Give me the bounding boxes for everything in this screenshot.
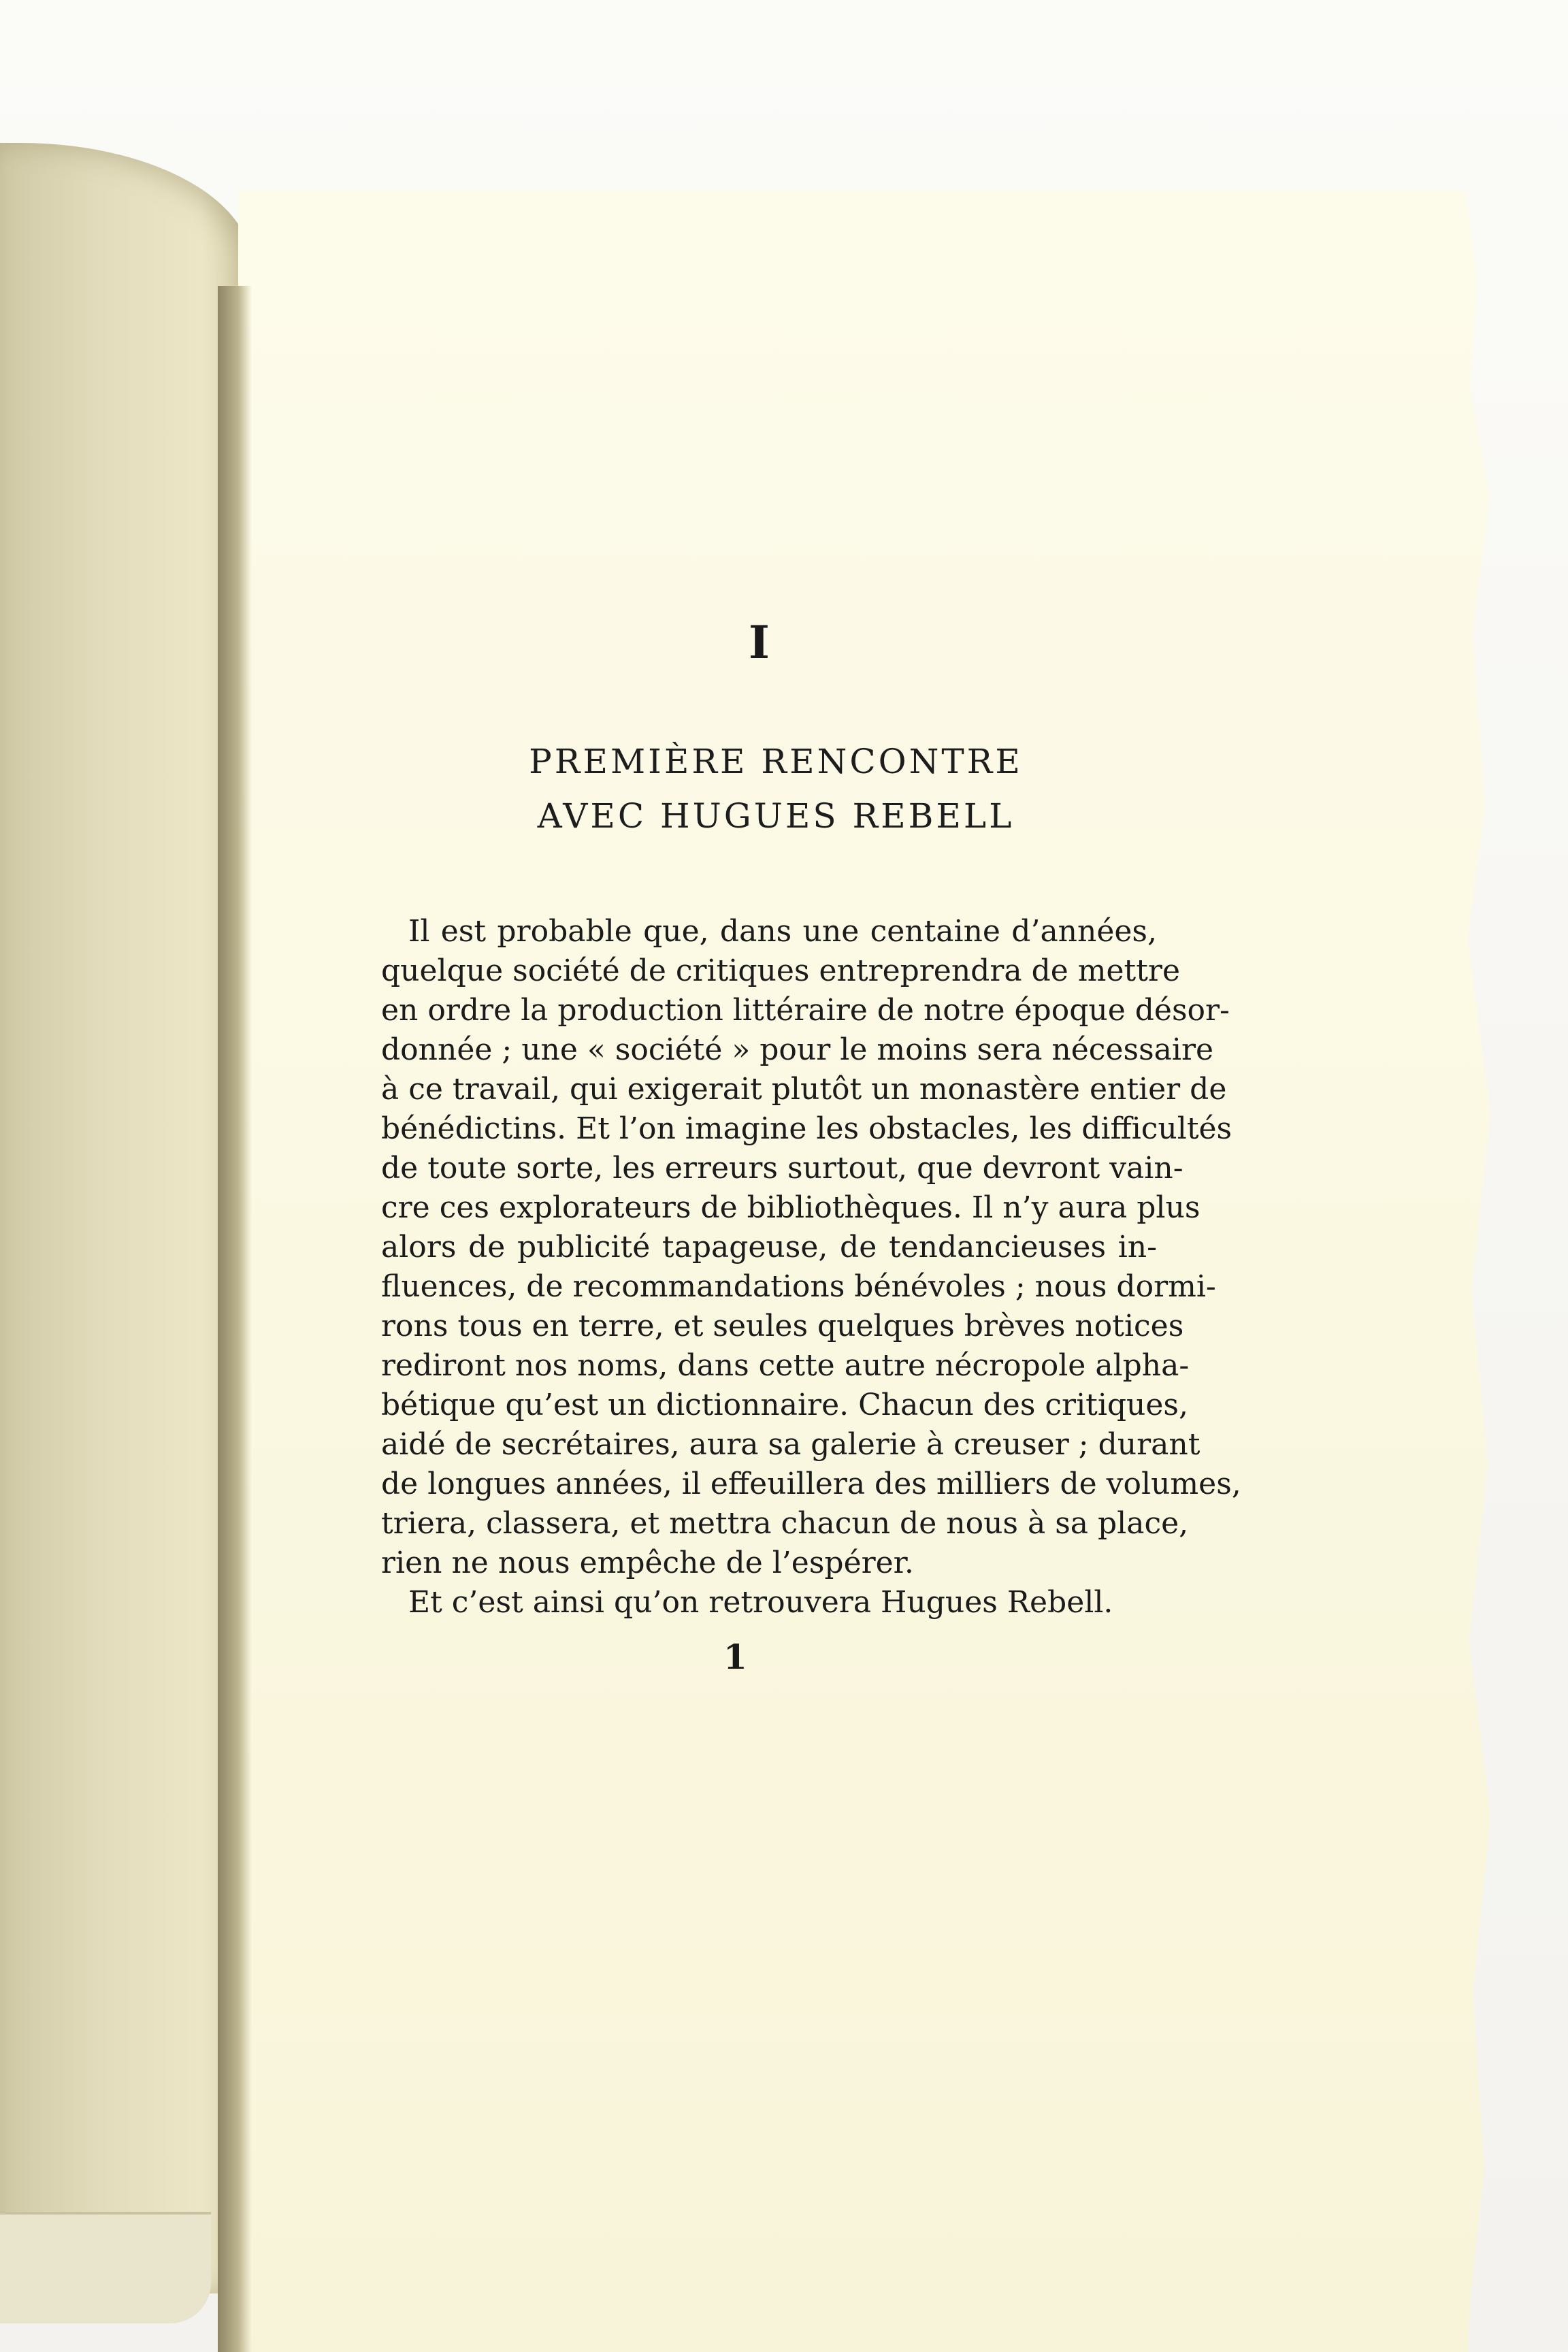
body-line: rien ne nous empêche de l’espérer. xyxy=(381,1546,914,1580)
body-paragraph xyxy=(381,912,1241,1622)
body-line: aidé de secrétaires, aura sa galerie à creuser ; durant xyxy=(381,1427,1200,1462)
body-line: Il est probable que, dans une centaine d’années, xyxy=(408,914,1157,949)
body-line: rons tous en terre, et seules quelques brèves notices xyxy=(381,1309,1184,1343)
body-line: quelque société de critiques entreprendra de mettre xyxy=(381,953,1180,988)
left-page xyxy=(0,143,252,2293)
body-line: bénédictins. Et l’on imagine les obstacles, les difficultés xyxy=(381,1111,1232,1146)
left-page-deckle-edge xyxy=(0,2212,211,2323)
chapter-title-line-2: AVEC HUGUES REBELL xyxy=(537,796,1015,836)
body-line: triera, classera, et mettra chacun de nous à sa place, xyxy=(381,1506,1189,1541)
body-line: à ce travail, qui exigerait plutôt un monastère entier de xyxy=(381,1072,1227,1107)
body-line: donnée ; une « société » pour le moins sera nécessaire xyxy=(381,1032,1214,1067)
body-line: bétique qu’est un dictionnaire. Chacun des critiques, xyxy=(381,1388,1189,1422)
body-line: cre ces explorateurs de bibliothèques. Il n’y aura plus xyxy=(381,1190,1200,1225)
body-line: de longues années, il effeuillera des milliers de volumes, xyxy=(381,1467,1241,1501)
body-line: fluences, de recommandations bénévoles ; nous dormi- xyxy=(381,1269,1216,1304)
body-line: alors de publicité tapageuse, de tendancieuses in- xyxy=(381,1230,1157,1264)
page-number: 1 xyxy=(723,1637,747,1677)
body-line: en ordre la production littéraire de notre époque désor- xyxy=(381,993,1230,1028)
body-line: rediront nos noms, dans cette autre nécropole alpha- xyxy=(381,1348,1190,1383)
body-line: Et c’est ainsi qu’on retrouvera Hugues Rebell. xyxy=(408,1585,1113,1620)
chapter-number: I xyxy=(749,616,770,669)
chapter-title-line-1: PREMIÈRE RENCONTRE xyxy=(529,742,1023,781)
body-line: de toute sorte, les erreurs surtout, que devront vain- xyxy=(381,1151,1183,1186)
book-gutter xyxy=(218,286,252,2352)
